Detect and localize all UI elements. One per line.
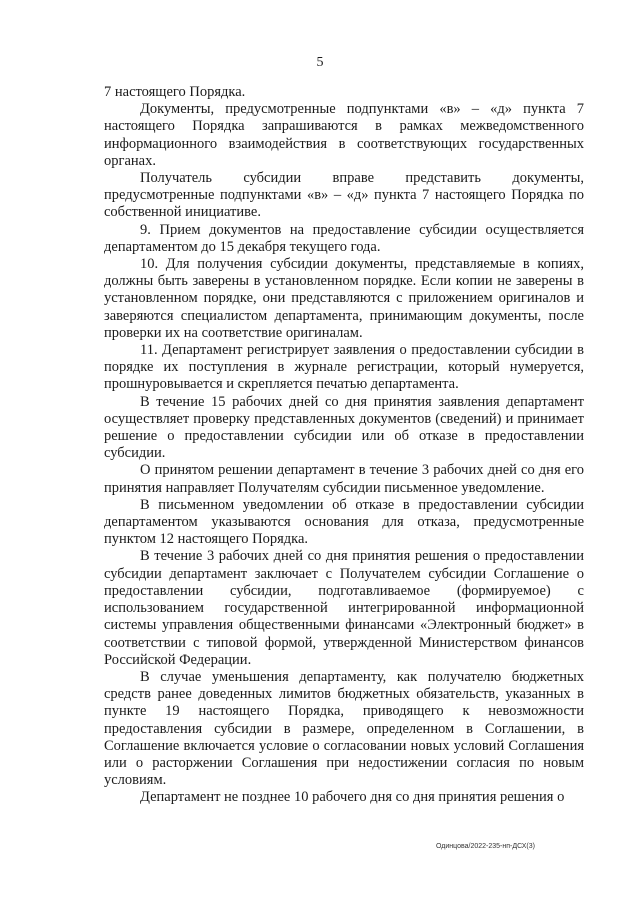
paragraph: В случае уменьшения департаменту, как получателю бюджетных средств ранее доведенных лимитов бюджетных обязательств, указанных в пункте 19 настоящего Порядка, приводящего к невозможности предоставления субсидии в размере, определенном в Соглашении, в Соглашение включается условие о согласовании новых условий Соглашения или о расторжении Соглашения при недостижении согласия по новым условиям. — [104, 668, 584, 789]
paragraph: О принятом решении департамент в течение 3 рабочих дней со дня его принятия направляет Получателям субсидии письменное уведомление. — [104, 462, 584, 496]
paragraph: В течение 15 рабочих дней со дня принятия заявления департамент осуществляет проверку представленных документов (сведений) и принимает решение о предоставлении субсидии или об отказе в предоставлении субсидии. — [104, 393, 584, 462]
document-reference-code: Одинцова/2022-235-нп-ДСХ(3) — [436, 843, 535, 850]
paragraph: Получатель субсидии вправе представить документы, предусмотренные подпунктами «в» – «д» пункта 7 настоящего Порядка по собственной инициативе. — [104, 170, 584, 221]
page-number: 5 — [316, 55, 324, 70]
paragraph: Документы, предусмотренные подпунктами «в» – «д» пункта 7 настоящего Порядка запрашиваются в рамках межведомственного информационного взаимодействия в соответствующих государственных органах. — [104, 101, 584, 169]
paragraph: В письменном уведомлении об отказе в предоставлении субсидии департаментом указываются основания для отказа, предусмотренные пунктом 12 настоящего Порядка. — [104, 496, 584, 548]
paragraph: В течение 3 рабочих дней со дня принятия решения о предоставлении субсидии департамент заключает с Получателем субсидии Соглашение о предоставлении субсидии, подготавливаемое (формируемое) с использованием государственной интегрированной информационной системы управления общественными финансами «Электронный бюджет» в соответствии с типовой формой, утвержденной Министерством финансов Российской Федерации. — [104, 548, 584, 668]
document-body — [104, 84, 584, 807]
paragraph-continuation: 7 настоящего Порядка. — [104, 84, 246, 100]
paragraph: Департамент не позднее 10 рабочего дня со дня принятия решения о — [140, 789, 565, 806]
paragraph-item-10: 10. Для получения субсидии документы, представляемые в копиях, должны быть заверены в установленном порядке. Если копии не заверены в установленном порядке, они представляются с приложением оригиналов и заверяются специалистом департамента, принимающим документы, после проверки их на соответствие оригиналам. — [104, 256, 584, 341]
paragraph-item-11: 11. Департамент регистрирует заявления о предоставлении субсидии в порядке их поступления в журнале регистрации, который нумеруется, прошнуровывается и скрепляется печатью департамента. — [104, 342, 584, 393]
paragraph-item-9: 9. Прием документов на предоставление субсидии осуществляется департаментом до 15 декабря текущего года. — [104, 221, 584, 255]
